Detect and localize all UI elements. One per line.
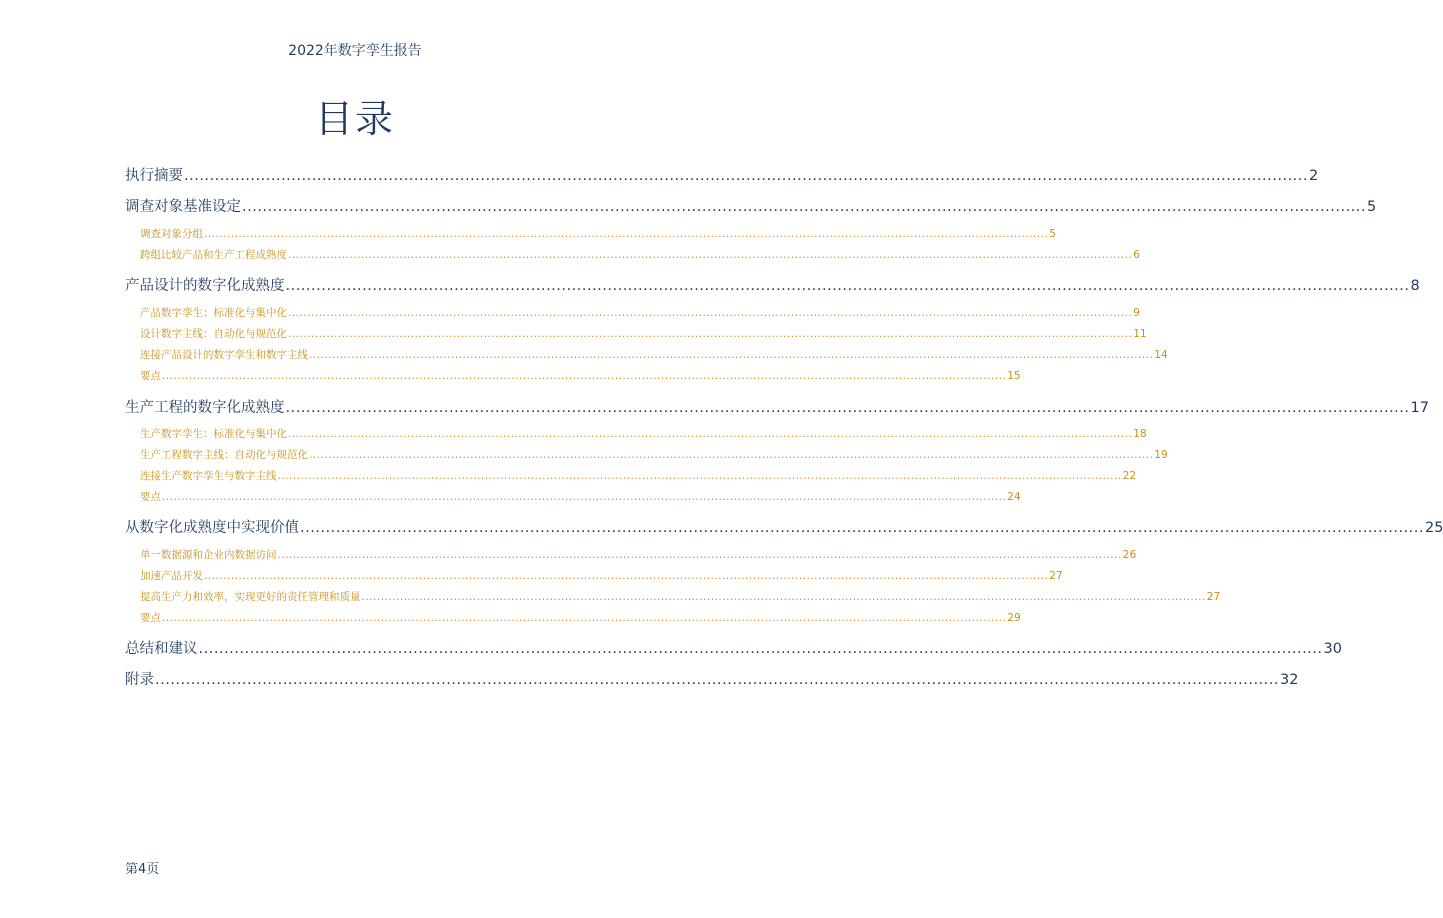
toc-entry-label: 调查对象分组	[140, 228, 203, 240]
toc-entry-label: 产品数字孪生：标准化与集中化	[140, 307, 287, 319]
toc-leader-dots: ............................................................................................................................................................................................................................	[285, 400, 1410, 416]
toc-subentry[interactable]	[140, 247, 1140, 262]
toc-entry-label: 设计数字主线：自动化与规范化	[140, 328, 287, 340]
toc-entry-page: 17	[1410, 400, 1429, 416]
toc-entry-page: 30	[1323, 641, 1342, 657]
toc-entry-page: 29	[1007, 612, 1021, 624]
toc-entry-page: 2	[1309, 168, 1319, 184]
toc-entry-page: 25	[1425, 520, 1443, 536]
toc-leader-dots: ............................................................................................................................................................................................................................	[277, 549, 1122, 561]
toc-entry-label: 跨组比较产品和生产工程成熟度	[140, 249, 287, 261]
toc-subentry[interactable]	[140, 547, 1137, 562]
toc-leader-dots: ............................................................................................................................................................................................................................	[288, 249, 1133, 261]
toc-leader-dots: ............................................................................................................................................................................................................................	[288, 307, 1133, 319]
toc-subentry[interactable]	[140, 568, 1063, 583]
toc-subentry[interactable]	[140, 426, 1147, 441]
toc-subentry[interactable]	[140, 347, 1168, 362]
toc-entry-page: 18	[1133, 428, 1147, 440]
toc-entry-label: 调查对象基准设定	[125, 199, 241, 215]
toc-entry-label: 单一数据源和企业内数据访问	[140, 549, 277, 561]
toc-leader-dots: ............................................................................................................................................................................................................................	[309, 449, 1154, 461]
toc-entry-page: 5	[1049, 228, 1056, 240]
toc-entry-page: 32	[1280, 672, 1299, 688]
toc-leader-dots: ............................................................................................................................................................................................................................	[184, 168, 1309, 184]
toc-leader-dots: ............................................................................................................................................................................................................................	[309, 349, 1154, 361]
toc-subentry[interactable]	[140, 589, 1221, 604]
toc-subentry[interactable]	[140, 305, 1140, 320]
toc-leader-dots: ............................................................................................................................................................................................................................	[162, 370, 1007, 382]
toc-entry-page: 27	[1206, 591, 1221, 603]
toc-leader-dots: ............................................................................................................................................................................................................................	[242, 199, 1367, 215]
toc-entry-page: 8	[1410, 278, 1420, 294]
toc-entry[interactable]	[125, 195, 1377, 216]
toc-entry-label: 生产工程数字主线：自动化与规范化	[140, 449, 308, 461]
toc-leader-dots: ............................................................................................................................................................................................................................	[277, 470, 1122, 482]
toc-entry-label: 加速产品开发	[140, 570, 203, 582]
toc-subentry[interactable]	[140, 468, 1137, 483]
toc-entry-page: 14	[1154, 349, 1168, 361]
toc-entry-label: 连接生产数字孪生与数字主线	[140, 470, 277, 482]
toc-subentry[interactable]	[140, 610, 1021, 625]
toc-entry-page: 22	[1122, 470, 1137, 482]
toc-subentry[interactable]	[140, 326, 1147, 341]
toc-entry-label: 要点	[140, 612, 161, 624]
toc-entry-label: 生产工程的数字化成熟度	[125, 400, 285, 416]
page-header: 2022年数字孪生报告	[288, 43, 422, 59]
toc-subentry[interactable]	[140, 368, 1021, 383]
toc-entry-label: 从数字化成熟度中实现价值	[125, 520, 299, 536]
toc-entry[interactable]	[125, 637, 1342, 658]
toc-entry-page: 27	[1049, 570, 1063, 582]
toc-entry-label: 提高生产力和效率，实现更好的责任管理和质量	[140, 591, 361, 603]
toc-entry-page: 5	[1367, 199, 1377, 215]
toc-entry[interactable]	[125, 396, 1429, 417]
toc-entry[interactable]	[125, 668, 1299, 689]
toc-entry-label: 总结和建议	[125, 641, 198, 657]
toc-entry-page: 24	[1007, 491, 1021, 503]
toc-leader-dots: ............................................................................................................................................................................................................................	[162, 612, 1007, 624]
toc-subentry[interactable]	[140, 226, 1056, 241]
toc-leader-dots: ............................................................................................................................................................................................................................	[162, 491, 1007, 503]
toc-entry[interactable]	[125, 274, 1420, 295]
toc-entry-label: 连接产品设计的数字孪生和数字主线	[140, 349, 308, 361]
toc-leader-dots: ............................................................................................................................................................................................................................	[361, 591, 1206, 603]
toc-entry-label: 附录	[125, 672, 154, 688]
toc-leader-dots: ............................................................................................................................................................................................................................	[198, 641, 1323, 657]
toc-leader-dots: ............................................................................................................................................................................................................................	[288, 428, 1133, 440]
toc-entry-label: 执行摘要	[125, 168, 183, 184]
page-title: 目录	[314, 97, 395, 141]
toc-leader-dots: ............................................................................................................................................................................................................................	[288, 328, 1133, 340]
toc-entry-page: 15	[1007, 370, 1021, 382]
toc-entry[interactable]	[125, 164, 1319, 185]
toc-entry-page: 19	[1154, 449, 1168, 461]
toc-leader-dots: ............................................................................................................................................................................................................................	[204, 228, 1049, 240]
toc-entry-label: 生产数字孪生：标准化与集中化	[140, 428, 287, 440]
toc-entry-label: 产品设计的数字化成熟度	[125, 278, 285, 294]
toc-leader-dots: ............................................................................................................................................................................................................................	[285, 278, 1410, 294]
page-number: 第4页	[125, 862, 160, 877]
toc-entry-page: 26	[1122, 549, 1137, 561]
toc-leader-dots: ............................................................................................................................................................................................................................	[300, 520, 1425, 536]
toc-leader-dots: ............................................................................................................................................................................................................................	[155, 672, 1280, 688]
toc-entry-page: 11	[1133, 328, 1147, 340]
toc-entry-page: 9	[1133, 307, 1140, 319]
toc-entry[interactable]	[125, 516, 1443, 537]
toc-subentry[interactable]	[140, 447, 1168, 462]
toc-entry-page: 6	[1133, 249, 1140, 261]
toc-entry-label: 要点	[140, 491, 161, 503]
toc-subentry[interactable]	[140, 489, 1021, 504]
toc-leader-dots: ............................................................................................................................................................................................................................	[204, 570, 1049, 582]
toc-entry-label: 要点	[140, 370, 161, 382]
